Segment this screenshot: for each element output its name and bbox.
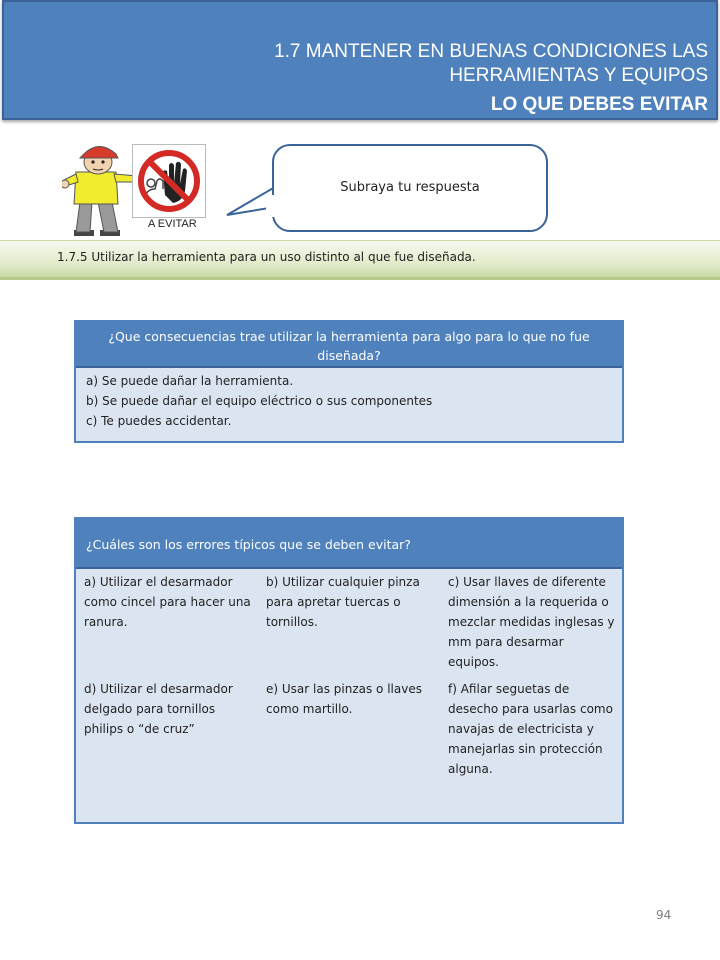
option-d[interactable]: d) Utilizar el desarmador delgado para tornillos philips o “de cruz” xyxy=(84,682,233,736)
page-header xyxy=(2,0,718,120)
option-c[interactable]: c) Usar llaves de diferente dimensión a la requerida o mezclar medidas inglesas y mm para desarmar equipos. xyxy=(448,575,615,669)
option-b[interactable]: b) Utilizar cualquier pinza para apretar tuercas o tornillos. xyxy=(266,575,420,629)
speech-bubble xyxy=(272,144,548,232)
header-subtitle: LO QUE DEBES EVITAR xyxy=(490,94,708,115)
question-1-box xyxy=(74,320,624,443)
question-1-title: ¿Que consecuencias trae utilizar la herramienta para algo para lo que no fue diseñada? xyxy=(76,322,622,368)
option-a[interactable]: a) Utilizar el desarmador como cincel para hacer una ranura. xyxy=(84,575,251,629)
answer-c[interactable]: c) Te puedes accidentar. xyxy=(86,414,232,428)
bubble-tail-cover xyxy=(266,195,276,217)
option-f[interactable]: f) Afilar seguetas de desecho para usarlas como navajas de electricista y manejarlas sin protección alguna. xyxy=(448,682,613,776)
section-title: 1.7.5 Utilizar la herramienta para un uso distinto al que fue diseñada. xyxy=(57,250,476,264)
option-e[interactable]: e) Usar las pinzas o llaves como martillo. xyxy=(266,682,422,716)
answer-b[interactable]: b) Se puede dañar el equipo eléctrico o sus componentes xyxy=(86,394,433,408)
header-title-line-2: HERRAMIENTAS Y EQUIPOS xyxy=(449,65,708,86)
answer-a[interactable]: a) Se puede dañar la herramienta. xyxy=(86,374,294,388)
question-2-title: ¿Cuáles son los errores típicos que se deben evitar? xyxy=(76,519,622,569)
prohibition-sign xyxy=(132,144,206,218)
options-grid xyxy=(76,569,622,779)
section-band xyxy=(0,240,720,280)
page-number: 94 xyxy=(656,908,672,922)
worker-icon xyxy=(62,140,142,240)
avoid-label: A EVITAR xyxy=(148,218,197,230)
question-1-answers xyxy=(76,368,622,431)
prohibition-sign-icon xyxy=(133,145,205,217)
question-2-box xyxy=(74,517,624,824)
bubble-instruction: Subraya tu respuesta xyxy=(340,180,480,195)
header-title-line-1: 1.7 MANTENER EN BUENAS CONDICIONES LAS xyxy=(274,41,708,62)
